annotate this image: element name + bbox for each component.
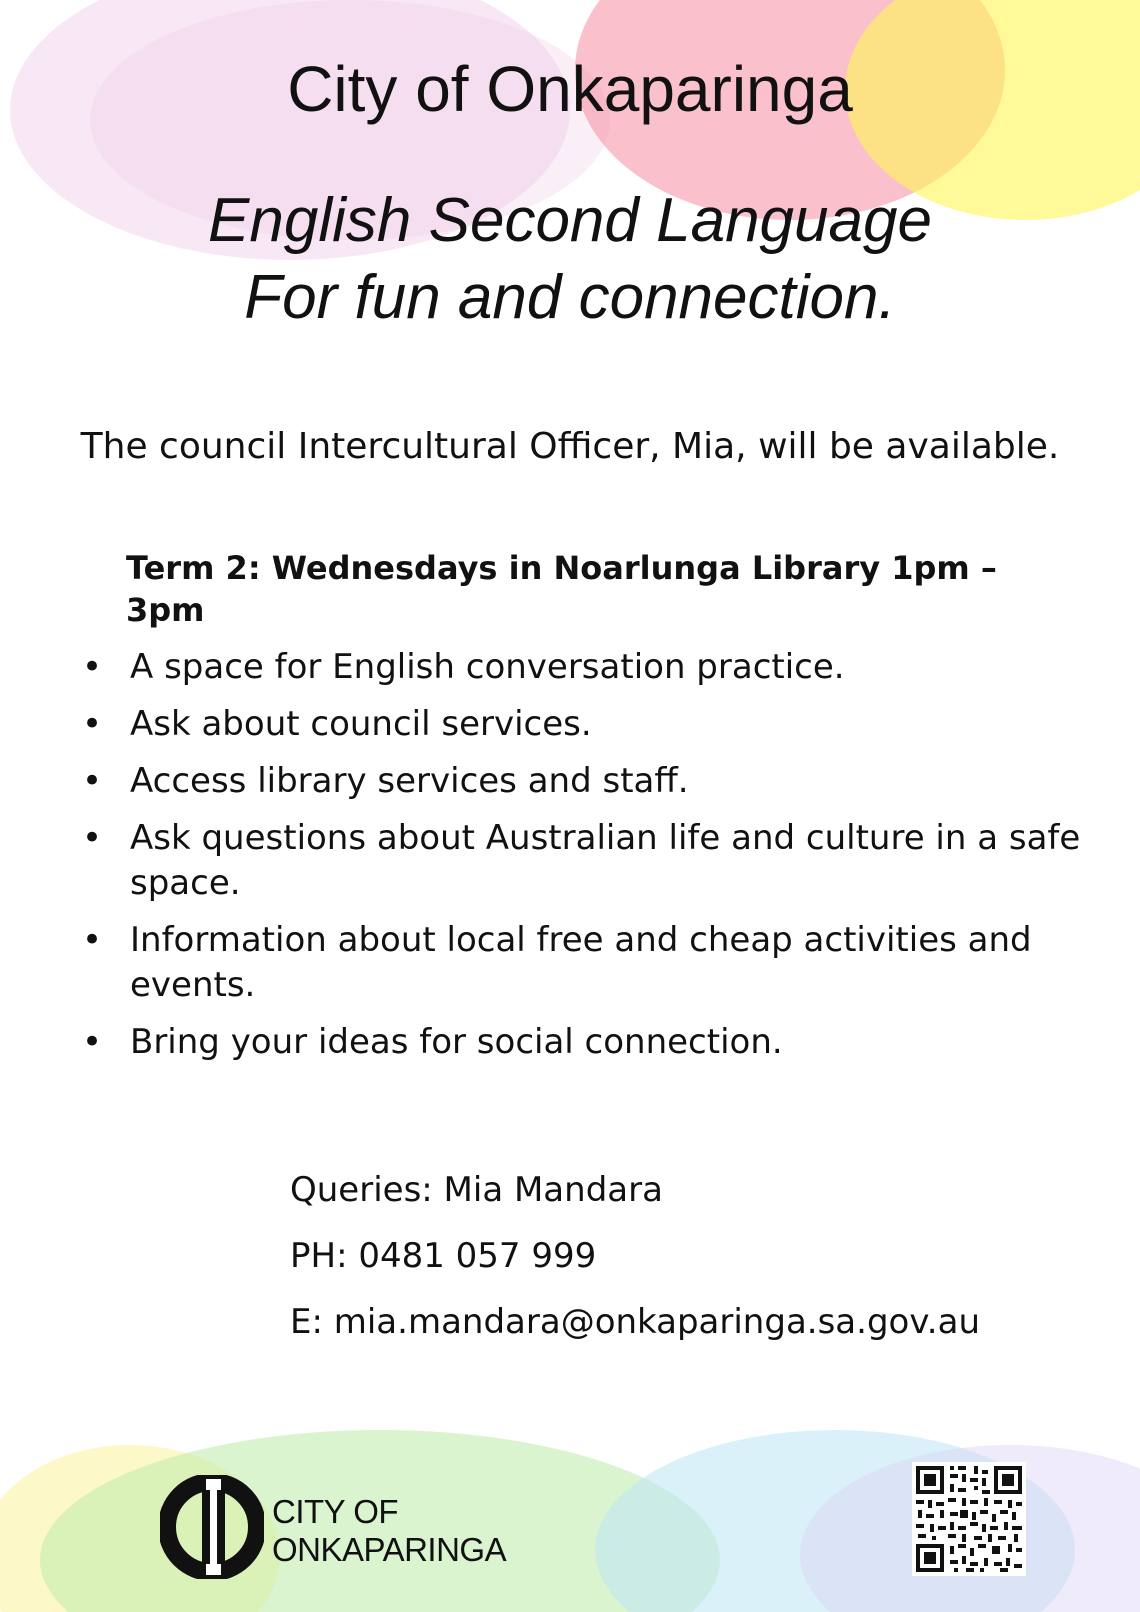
poster-title: City of Onkaparinga — [287, 53, 853, 125]
list-item-text: A space for English conversation practice. — [130, 647, 845, 687]
list-item-text: Access library services and staff. — [130, 761, 689, 801]
contact-phone[interactable]: PH: 0481 057 999 — [290, 1236, 597, 1276]
logo-wordmark — [272, 1493, 506, 1569]
intro-text: The council Intercultural Officer, Mia, will be available. — [80, 426, 1060, 467]
city-logo — [160, 1475, 520, 1575]
benefit-list — [82, 645, 1082, 1077]
poster-subtitle — [0, 182, 1140, 336]
list-item — [82, 759, 1082, 804]
term-schedule: Term 2: Wednesdays in Noarlunga Library 1pm – 3pm — [126, 549, 997, 629]
bullet-icon: • — [82, 1022, 103, 1062]
bullet-icon: • — [82, 761, 103, 801]
list-item-text: Information about local free and cheap activities and events. — [130, 920, 1032, 1005]
list-item — [82, 1020, 1082, 1065]
list-item — [82, 816, 1082, 906]
contact-queries: Queries: Mia Mandara — [290, 1170, 663, 1210]
city-of-onkaparinga-logo-icon — [160, 1475, 264, 1579]
list-item — [82, 645, 1082, 690]
bullet-icon: • — [82, 818, 103, 858]
logo-line-1: CITY OF — [272, 1493, 399, 1530]
list-item — [82, 918, 1082, 1008]
bullet-icon: • — [82, 704, 103, 744]
bullet-icon: • — [82, 920, 103, 960]
list-item-text: Bring your ideas for social connection. — [130, 1022, 783, 1062]
subtitle-line-1: English Second Language — [208, 186, 932, 255]
logo-line-2: ONKAPARINGA — [272, 1531, 507, 1568]
contact-details — [290, 1168, 1110, 1366]
list-item-text: Ask about council services. — [130, 704, 592, 744]
contact-email[interactable]: E: mia.mandara@onkaparinga.sa.gov.au — [290, 1302, 980, 1342]
qr-code-icon[interactable] — [912, 1462, 1026, 1576]
list-item — [82, 702, 1082, 747]
list-item-text: Ask questions about Australian life and culture in a safe space. — [130, 818, 1081, 903]
bullet-icon: • — [82, 647, 103, 687]
subtitle-line-2: For fun and connection. — [244, 263, 896, 332]
